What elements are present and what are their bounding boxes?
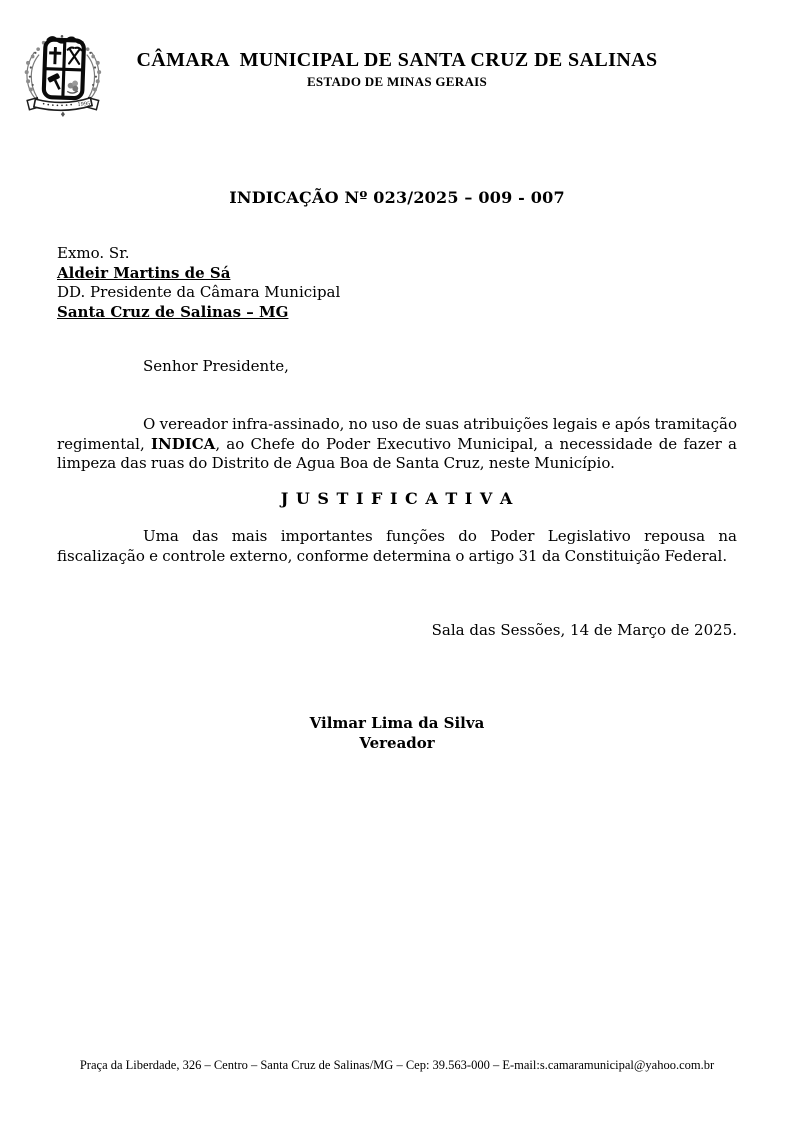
signature-role: Vereador — [359, 733, 435, 752]
indica-emphasis: INDICA — [150, 434, 216, 453]
addressee-block — [57, 244, 340, 322]
addressee-city: Santa Cruz de Salinas – MG — [57, 302, 289, 321]
body-paragraph-2: Uma das mais importantes funções do Poder Legislativo repousa na fiscalização e controle externo, conforme determina o artigo 31 da Constituição Federal. — [57, 527, 737, 565]
signature-block — [0, 714, 794, 753]
addressee-salutation: Exmo. Sr. — [57, 244, 130, 262]
coat-of-arms-logo — [15, 29, 109, 117]
footer-address: Praça da Liberdade, 326 – Centro – Santa Cruz de Salinas/MG – Cep: 39.563-000 – E-mail:s.camaramunicipal@yahoo.com.br — [79, 1058, 715, 1072]
header-subtitle: ESTADO DE MINAS GERAIS — [306, 74, 488, 89]
body-paragraph-1 — [57, 415, 737, 474]
paragraph-1-suffix: , ao Chefe do Poder Executivo Municipal, a necessidade de fazer a limpeza das ruas do Distrito de Agua Boa de Santa Cruz, neste Município. — [57, 434, 737, 472]
header-title: CÂMARA MUNICIPAL DE SANTA CRUZ DE SALINAS — [136, 49, 658, 71]
ribbon-banner — [27, 98, 99, 117]
addressee-role: DD. Presidente da Câmara Municipal — [57, 283, 341, 301]
document-title: INDICAÇÃO Nº 023/2025 – 009 - 007 — [229, 188, 565, 207]
dateline: Sala das Sessões, 14 de Março de 2025. — [431, 621, 737, 639]
greeting: Senhor Presidente, — [143, 357, 289, 375]
addressee-name: Aldeir Martins de Sá — [57, 263, 231, 282]
paragraph-1-prefix: O vereador infra-assinado, no uso de suas atribuições legais e após tramitação regimental, — [57, 415, 737, 453]
signature-name: Vilmar Lima da Silva — [309, 714, 485, 732]
ribbon-year: 1995 — [77, 101, 91, 108]
ribbon-ornament — [61, 112, 65, 118]
justificativa-heading: J U S T I F I C A T I V A — [280, 489, 514, 508]
